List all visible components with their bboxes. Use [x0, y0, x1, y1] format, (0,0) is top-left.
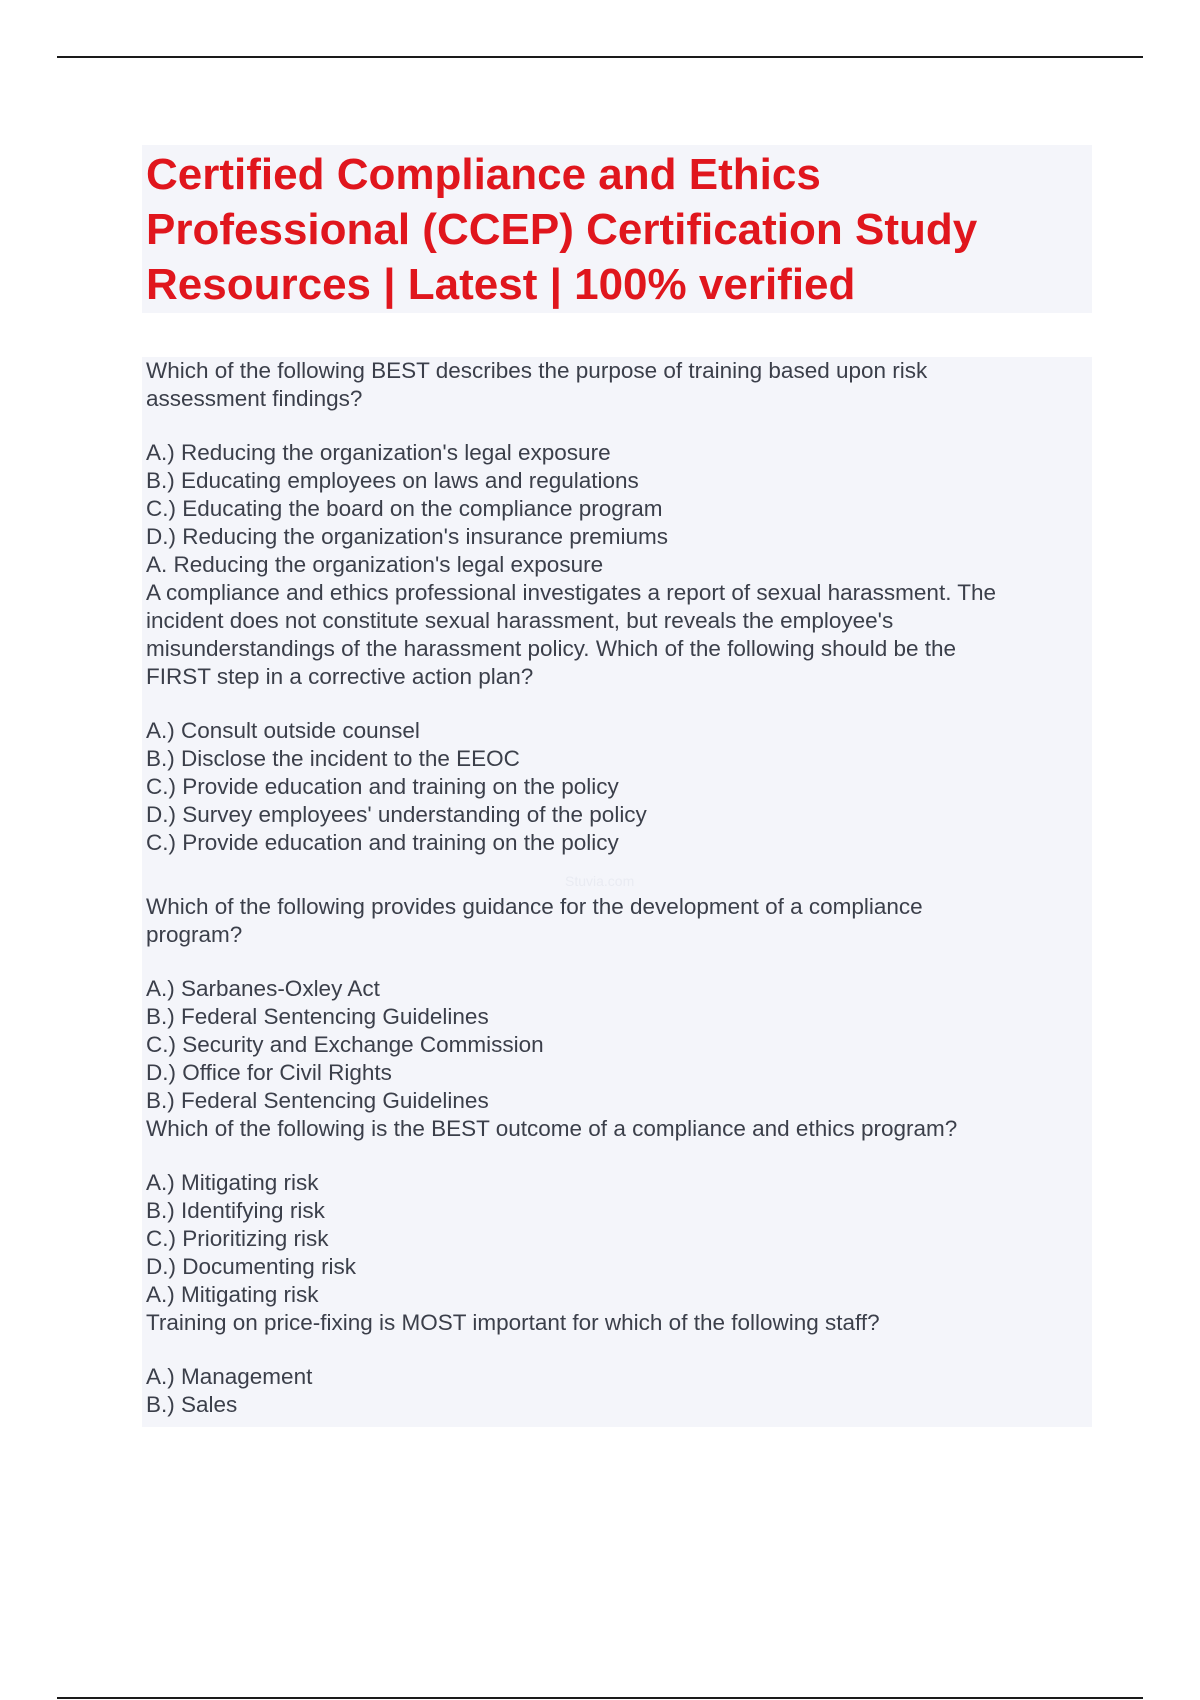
question-prompt: A compliance and ethics professional investigates a report of sexual harassment. The — [146, 580, 997, 605]
title-line: Resources | Latest | 100% verified — [146, 260, 856, 309]
correct-answer: B.) Federal Sentencing Guidelines — [146, 1088, 489, 1113]
answer-option: C.) Educating the board on the compliance program — [146, 496, 663, 521]
question-prompt: misunderstandings of the harassment policy. Which of the following should be the — [146, 636, 957, 661]
answer-option: A.) Sarbanes-Oxley Act — [146, 976, 380, 1001]
watermark-logo: Stuvia.com — [565, 873, 635, 889]
question-prompt: Which of the following is the BEST outcome of a compliance and ethics program? — [146, 1116, 958, 1141]
answer-option: A.) Mitigating risk — [146, 1170, 319, 1195]
correct-answer: A.) Mitigating risk — [146, 1282, 319, 1307]
correct-answer: A. Reducing the organization's legal exposure — [146, 552, 604, 577]
answer-option: D.) Reducing the organization's insurance premiums — [146, 524, 669, 549]
title-line: Professional (CCEP) Certification Study — [146, 205, 978, 254]
answer-option: B.) Disclose the incident to the EEOC — [146, 746, 520, 771]
answer-option: A.) Consult outside counsel — [146, 718, 420, 743]
answer-option: C.) Provide education and training on the policy — [146, 774, 619, 799]
answer-option: D.) Survey employees' understanding of the policy — [146, 802, 647, 827]
answer-option: B.) Educating employees on laws and regulations — [146, 468, 639, 493]
title-line: Certified Compliance and Ethics — [146, 150, 821, 199]
question-prompt: FIRST step in a corrective action plan? — [146, 664, 534, 689]
question-prompt: Training on price-fixing is MOST important for which of the following staff? — [146, 1310, 880, 1335]
question-prompt: program? — [146, 922, 243, 947]
document-title — [142, 145, 1092, 313]
answer-option: C.) Security and Exchange Commission — [146, 1032, 544, 1057]
bottom-rule — [57, 1697, 1143, 1699]
question-prompt: assessment findings? — [146, 386, 363, 411]
answer-option: B.) Federal Sentencing Guidelines — [146, 1004, 489, 1029]
correct-answer: C.) Provide education and training on the policy — [146, 830, 619, 855]
answer-option: B.) Identifying risk — [146, 1198, 325, 1223]
answer-option: D.) Documenting risk — [146, 1254, 357, 1279]
answer-option: C.) Prioritizing risk — [146, 1226, 329, 1251]
top-rule — [57, 56, 1143, 58]
answer-option: A.) Management — [146, 1364, 313, 1389]
question-list — [142, 357, 1092, 1427]
answer-option: A.) Reducing the organization's legal exposure — [146, 440, 611, 465]
question-prompt: incident does not constitute sexual harassment, but reveals the employee's — [146, 608, 894, 633]
answer-option: B.) Sales — [146, 1392, 238, 1417]
question-prompt: Which of the following BEST describes the purpose of training based upon risk — [146, 358, 928, 383]
question-prompt: Which of the following provides guidance for the development of a compliance — [146, 894, 923, 919]
answer-option: D.) Office for Civil Rights — [146, 1060, 392, 1085]
